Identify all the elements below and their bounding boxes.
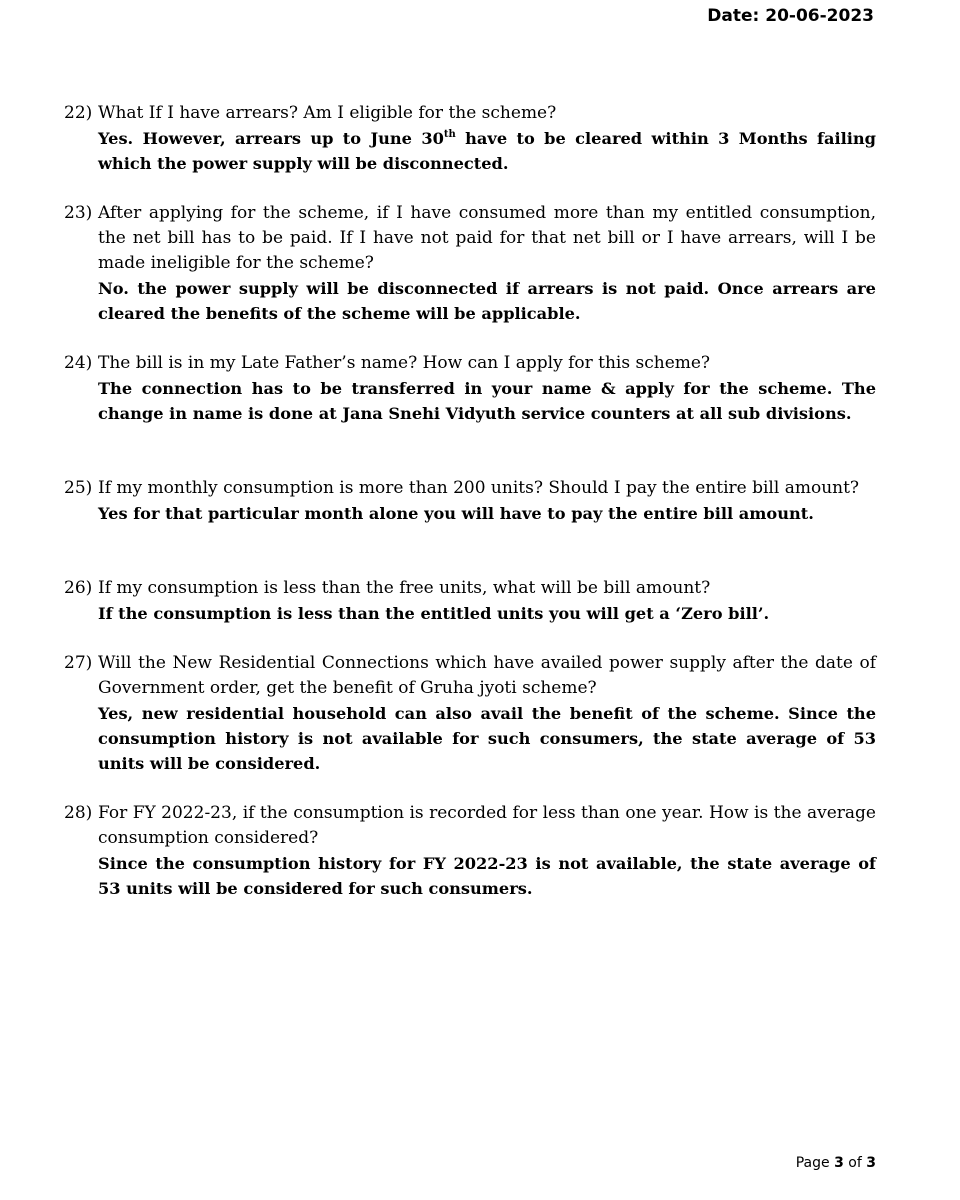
faq-answer: No. the power supply will be disconnected if arrears is not paid. Once arrears are cleared the benefits of the scheme will be applicable.	[98, 279, 876, 323]
faq-answer-text: have to be cleared within 3 Months failing which the power supply will be disconnected.	[98, 129, 876, 173]
faq-number: 28)	[64, 803, 93, 823]
faq-answer: The connection has to be transferred in your name & apply for the scheme. The change in name is done at Jana Snehi Vidyuth service counters at all sub divisions.	[98, 379, 876, 423]
faq-question: Will the New Residential Connections which have availed power supply after the date of Government order, get the benefit of Gruha jyoti scheme?	[98, 653, 876, 698]
faq-question: After applying for the scheme, if I have consumed more than my entitled consumption, the net bill has to be paid. If I have not paid for that net bill or I have arrears, will I be made ineligible for the scheme?	[98, 203, 876, 273]
faq-answer	[98, 126, 876, 176]
faq-item-25	[64, 476, 876, 526]
faq-question: For FY 2022-23, if the consumption is recorded for less than one year. How is the average consumption considered?	[98, 803, 876, 848]
faq-answer: If the consumption is less than the entitled units you will get a ‘Zero bill’.	[98, 604, 770, 623]
document-date: Date: 20-06-2023	[707, 6, 874, 26]
page-total: 3	[866, 1155, 876, 1171]
faq-number: 27)	[64, 653, 93, 673]
faq-question: If my monthly consumption is more than 200 units? Should I pay the entire bill amount?	[98, 478, 860, 498]
faq-item-24	[64, 351, 876, 426]
ordinal-suffix: th	[443, 128, 456, 140]
faq-answer: Yes, new residential household can also avail the benefit of the scheme. Since the consumption history is not available for such consumers, the state average of 53 units will be considered.	[98, 704, 876, 773]
faq-question: The bill is in my Late Father’s name? How can I apply for this scheme?	[98, 353, 711, 373]
faq-question: If my consumption is less than the free units, what will be bill amount?	[98, 578, 711, 598]
faq-number: 24)	[64, 353, 93, 373]
faq-item-23	[64, 201, 876, 326]
page-label: Page	[795, 1155, 830, 1171]
faq-answer: Since the consumption history for FY 2022-23 is not available, the state average of 53 units will be considered for such consumers.	[98, 854, 876, 898]
faq-number: 26)	[64, 578, 93, 598]
faq-question: What If I have arrears? Am I eligible for the scheme?	[98, 103, 557, 123]
page-number	[796, 1155, 876, 1171]
faq-item-26	[64, 576, 876, 626]
page-of-label: of	[848, 1155, 862, 1171]
faq-number: 23)	[64, 203, 93, 223]
faq-item-28	[64, 801, 876, 901]
faq-number: 22)	[64, 103, 93, 123]
faq-item-22	[64, 101, 876, 176]
faq-number: 25)	[64, 478, 93, 498]
page-current: 3	[834, 1155, 844, 1171]
faq-item-27	[64, 651, 876, 776]
faq-answer: Yes for that particular month alone you will have to pay the entire bill amount.	[98, 504, 814, 523]
faq-answer-text: Yes. However, arrears up to June 30	[98, 129, 444, 148]
